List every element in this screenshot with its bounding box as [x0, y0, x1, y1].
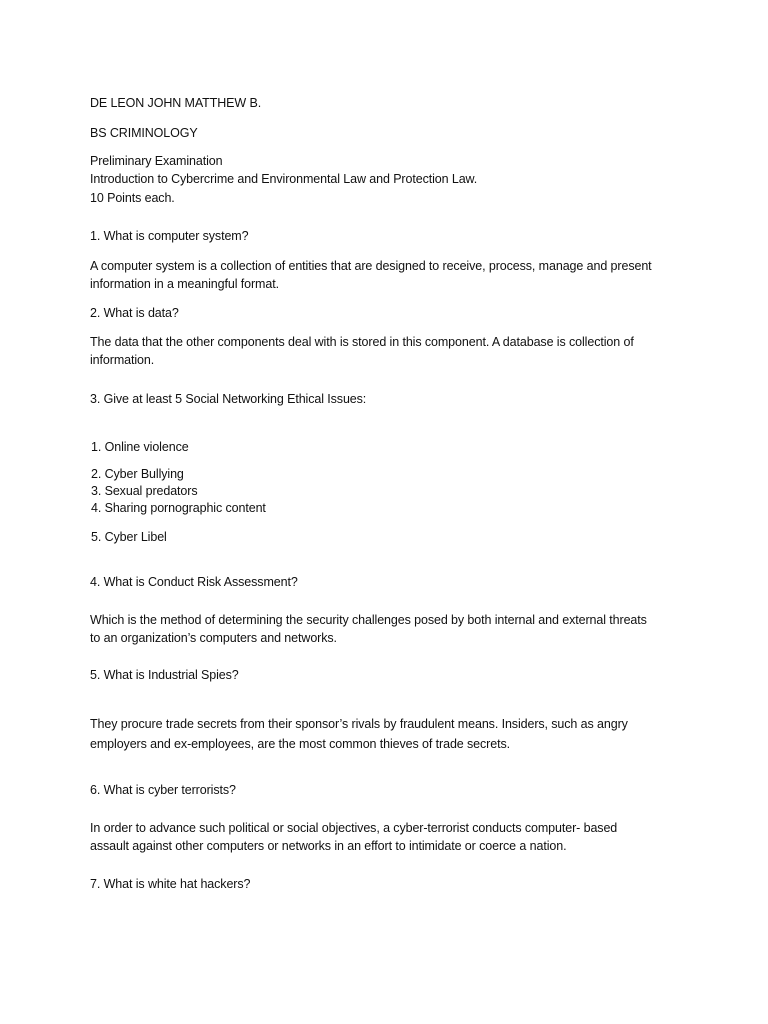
question-2: 2. What is data?: [90, 306, 179, 320]
question-3: 3. Give at least 5 Social Networking Ethical Issues:: [90, 392, 367, 406]
exam-title: Preliminary Examination: [90, 154, 223, 168]
list-item: 3. Sexual predators: [91, 484, 198, 498]
subject-title: Introduction to Cybercrime and Environmental Law and Protection Law.: [90, 172, 478, 186]
answer-2-line-2: information.: [90, 353, 155, 367]
list-item: 4. Sharing pornographic content: [91, 501, 266, 515]
question-4: 4. What is Conduct Risk Assessment?: [90, 575, 298, 589]
question-5: 5. What is Industrial Spies?: [90, 668, 239, 682]
list-item: 2. Cyber Bullying: [91, 467, 184, 481]
list-item: 5. Cyber Libel: [91, 530, 167, 544]
question-6: 6. What is cyber terrorists?: [90, 783, 236, 797]
answer-2-line-1: The data that the other components deal with is stored in this component. A database is collection of: [90, 335, 634, 349]
answer-6-line-1: In order to advance such political or social objectives, a cyber-terrorist conducts computer- based: [90, 821, 618, 835]
answer-5-line-1: They procure trade secrets from their sponsor’s rivals by fraudulent means. Insiders, such as angry: [90, 717, 628, 731]
course: BS CRIMINOLOGY: [90, 126, 198, 140]
points-note: 10 Points each.: [90, 191, 175, 205]
student-name: DE LEON JOHN MATTHEW B.: [90, 96, 262, 110]
question-7: 7. What is white hat hackers?: [90, 877, 251, 891]
question-1: 1. What is computer system?: [90, 229, 249, 243]
answer-4-line-1: Which is the method of determining the security challenges posed by both internal and external threats: [90, 613, 647, 627]
answer-6-line-2: assault against other computers or networks in an effort to intimidate or coerce a nation.: [90, 839, 567, 853]
answer-1-line-2: information in a meaningful format.: [90, 277, 279, 291]
answer-1-line-1: A computer system is a collection of entities that are designed to receive, process, manage and present: [90, 259, 652, 273]
list-item: 1. Online violence: [91, 440, 189, 454]
answer-5-line-2: employers and ex-employees, are the most common thieves of trade secrets.: [90, 737, 510, 751]
answer-4-line-2: to an organization’s computers and networks.: [90, 631, 337, 645]
